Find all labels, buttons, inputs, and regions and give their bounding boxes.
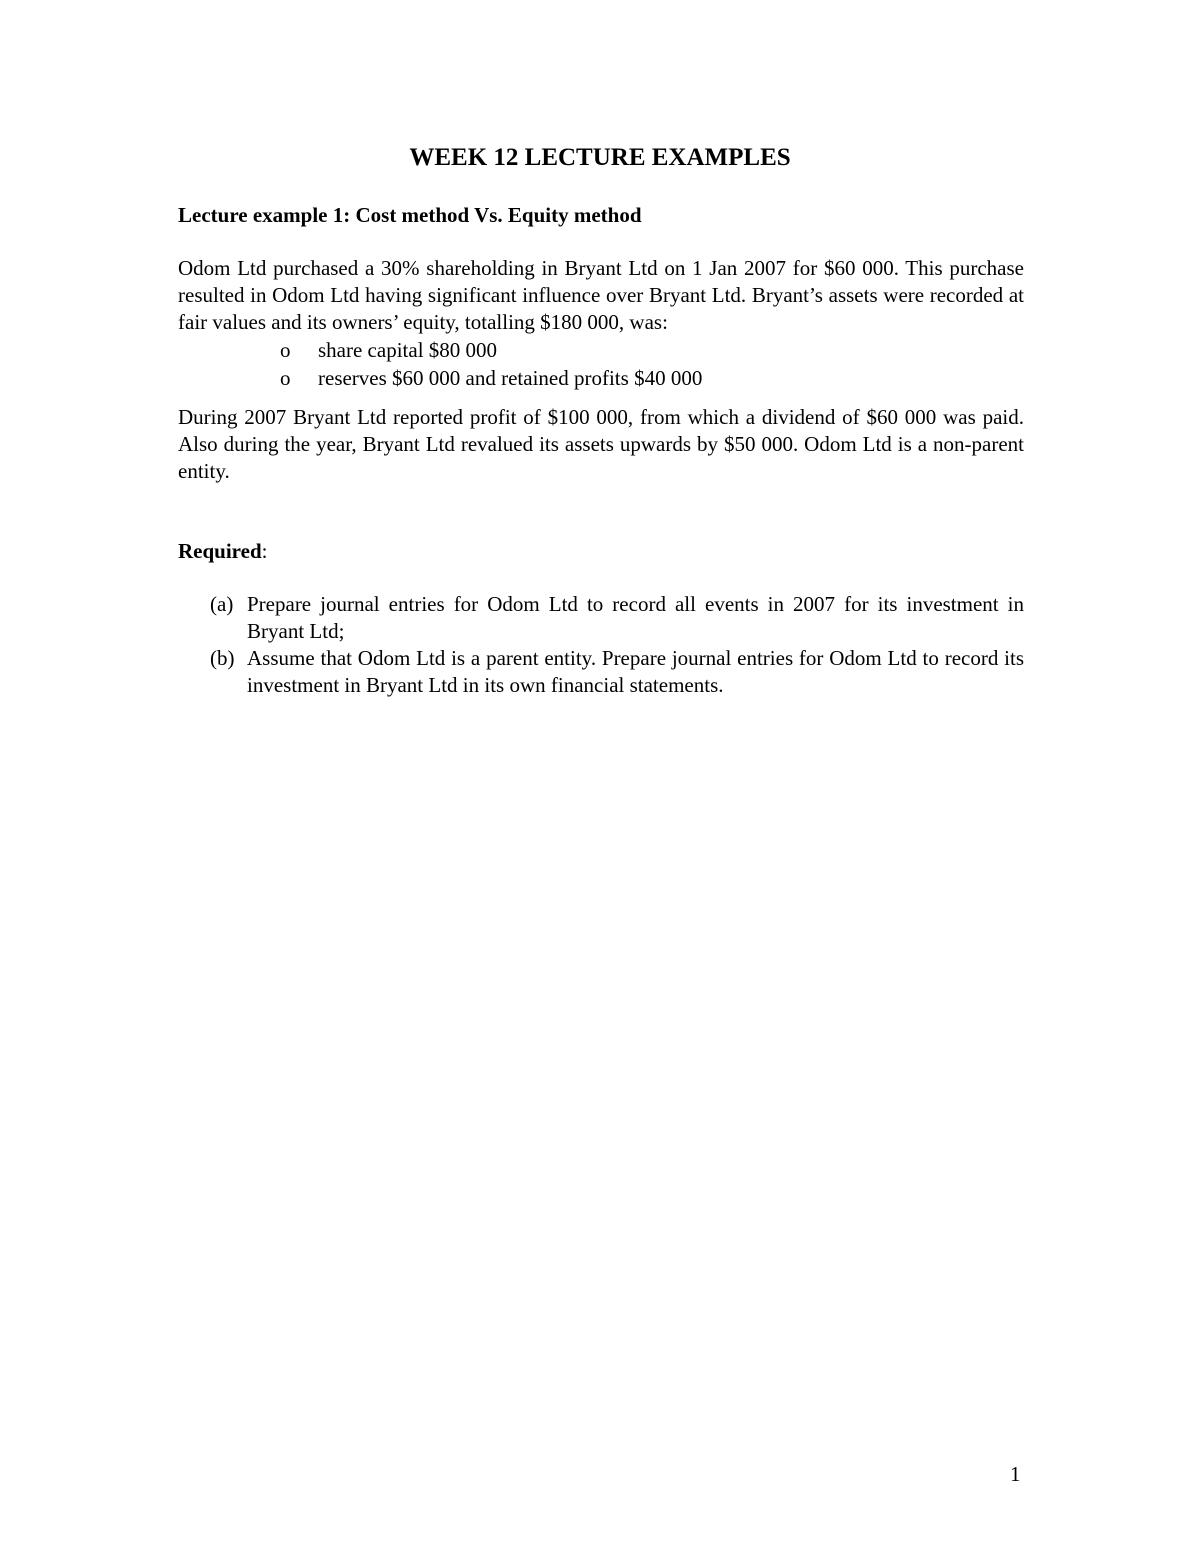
example-heading: Lecture example 1: Cost method Vs. Equity method (178, 203, 642, 227)
bullet-marker: o (280, 338, 291, 362)
page-number: 1 (1010, 1462, 1021, 1486)
equity-bullet-list (280, 336, 702, 392)
required-label: Required (178, 539, 262, 563)
required-colon: : (261, 539, 268, 563)
page-title: WEEK 12 LECTURE EXAMPLES (409, 144, 791, 171)
requirement-marker: (b) (210, 646, 235, 670)
requirement-marker: (a) (210, 592, 234, 616)
intro-paragraph: Odom Ltd purchased a 30% shareholding in Bryant Ltd on 1 Jan 2007 for $60 000. This purchase resulted in Odom Ltd having significant influence over Bryant Ltd. Bryant’s assets were recorded at fair values and its owners’ equity, totalling $180 000, was: (178, 256, 1024, 334)
bullet-text: share capital $80 000 (318, 338, 498, 362)
bullet-text: reserves $60 000 and retained profits $40 000 (318, 366, 703, 390)
requirement-text: Prepare journal entries for Odom Ltd to record all events in 2007 for its investment in Bryant Ltd; (247, 592, 1024, 643)
required-heading (178, 537, 267, 565)
list-item (210, 645, 1024, 699)
bullet-marker: o (280, 366, 291, 390)
list-item (280, 364, 702, 392)
requirements-list (210, 591, 1024, 699)
list-item (280, 336, 702, 364)
list-item (210, 591, 1024, 645)
details-paragraph: During 2007 Bryant Ltd reported profit of $100 000, from which a dividend of $60 000 was paid. Also during the year, Bryant Ltd revalued its assets upwards by $50 000. Odom Ltd is a non-parent entity. (178, 405, 1024, 483)
requirement-text: Assume that Odom Ltd is a parent entity. Prepare journal entries for Odom Ltd to record its investment in Bryant Ltd in its own financial statements. (247, 646, 1024, 697)
